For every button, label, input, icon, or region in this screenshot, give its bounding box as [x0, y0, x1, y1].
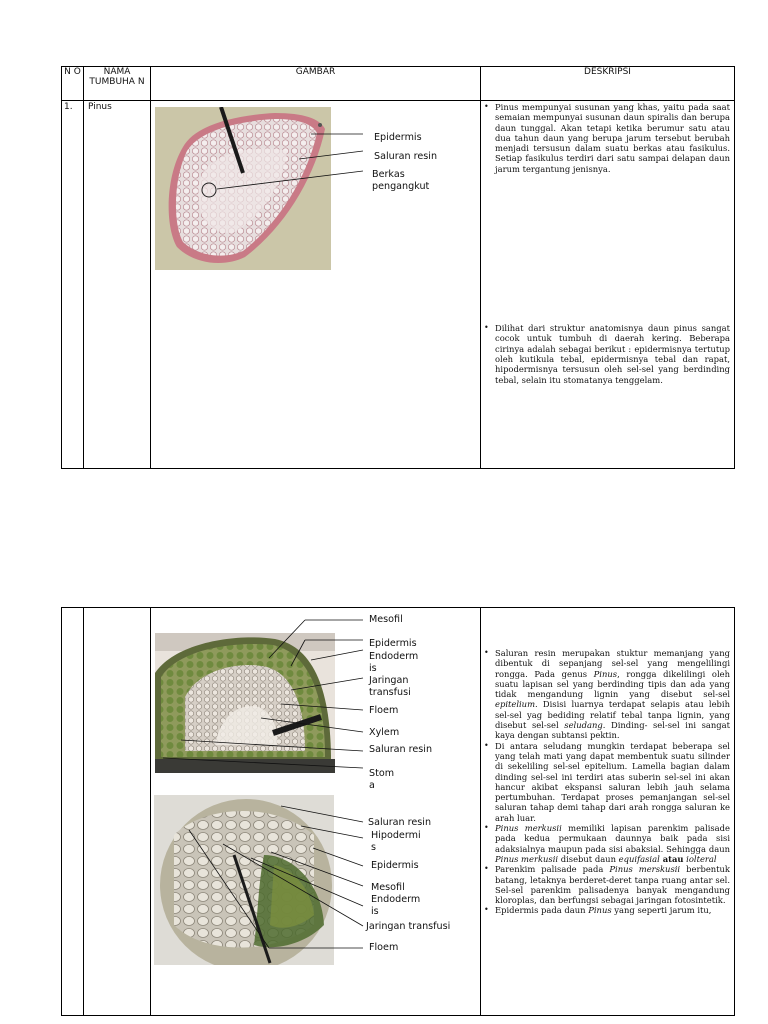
- label-jaringan-transfusi-2: Jaringan transfusi: [366, 921, 451, 932]
- label-xylem: Xylem: [369, 727, 400, 738]
- header-no: N O: [62, 67, 84, 101]
- bullet-glyph: •: [484, 102, 489, 111]
- plant-name: Pinus: [84, 101, 151, 469]
- description-list: [481, 648, 734, 916]
- description-text: memiliki lapisan parenkim palisade pada kedua permukaan daunnya baik pada sisi adaksialnya maupun pada sisi abaksial. Sehingga daun: [495, 823, 730, 854]
- description-text: seludang: [564, 720, 603, 731]
- figure-leaf-details: [151, 608, 481, 1014]
- description-item: [481, 905, 734, 915]
- header-name: NAMA TUMBUHA N: [84, 67, 151, 101]
- description-text: Pinus: [588, 905, 612, 916]
- bullet-glyph: •: [484, 864, 489, 874]
- description-item: • Pinus mempunyai susunan yang khas, yaitu pada saat semaian mempunyai susunan daun spiralis dan berupa daun tunggal. Akan tetapi ketika berumur satu atau dua tahun daun yang berupa jarum tersebut berubah menjadi tersusun dalam suatu berkas atau fasikulus. Setiap fasikulus terdiri dari satu sampai delapan daun jarum tergantung jenisnya.: [484, 102, 730, 174]
- image-cell: [151, 608, 481, 1016]
- header-description: DESKRIPSI: [481, 67, 735, 101]
- description-text: Parenkim palisade pada: [495, 864, 610, 875]
- description-text: equifasial: [618, 853, 660, 864]
- header-image: GAMBAR: [151, 67, 481, 101]
- table-pinus-1: [61, 66, 735, 469]
- label-epidermis-2: Epidermis: [371, 860, 419, 871]
- label-mesofil-2: Mesofil: [371, 882, 405, 893]
- table-header-row: [62, 67, 735, 101]
- table-pinus-2: [61, 607, 735, 1016]
- micrograph-detail-circle: [154, 795, 334, 965]
- image-cell: [151, 101, 481, 469]
- description-item: • Dilihat dari struktur anatomisnya daun pinus sangat cocok untuk tumbuh di daerah kering. Beberapa cirinya adalah sebagai berikut : epidermisnya tertutup oleh kutikula tebal, epidermisnya tebal dan rapat, hipodermisnya tersusun oleh sel-sel yang berdinding tebal, selain itu stomatanya tenggelam.: [484, 323, 730, 385]
- figure-leaf-cross-section: [151, 101, 481, 467]
- description-text: yang seperti jarum itu,: [611, 905, 712, 916]
- description-text: Pinus merkusii: [495, 853, 559, 864]
- description-text: Saluran resin merupakan stuktur memanjang yang dibentuk di sepanjang sel-sel yang mengelilingi rongga. Pada genus: [495, 648, 730, 679]
- description-text: iolteral: [683, 853, 717, 864]
- description-text: Di antara seludang mungkin terdapat beberapa sel yang telah mati yang dapat membentuk suatu silinder di sekeliling sel-sel epitelium. Lamella bagian dalam dinding sel-sel ini terdiri atas suberin sel-sel ini akan hancur akibat ekspansi saluran lebih jauh selama pertumbuhan. Terdapat proses pemanjangan sel-sel saluran tahap demi tahap dari arah rongga saluran ke arah luar.: [495, 740, 730, 823]
- bullet-glyph: •: [484, 905, 489, 915]
- description-text: berbentuk batang, letaknya berderet-deret tanpa ruang antar sel. Sel-sel parenkim palisadenya banyak mengandung kloroplas, dan berfungsi sebagai jaringan fotosintetik.: [495, 864, 731, 906]
- micrograph-pinus-leaf: [155, 107, 331, 270]
- description-item: [481, 864, 734, 905]
- label-endodermis: Endoderm is: [369, 651, 419, 674]
- table-row: [62, 101, 735, 469]
- bullet-glyph: •: [484, 323, 489, 333]
- plant-name: [84, 608, 151, 1016]
- label-epidermis: Epidermis: [369, 638, 417, 649]
- description-item: [481, 741, 734, 823]
- label-endodermis-2: Endoderm is: [371, 894, 421, 917]
- row-number: [62, 608, 84, 1016]
- label-mesofil: Mesofil: [369, 614, 403, 625]
- row-number: 1.: [62, 101, 84, 469]
- description-text: . Disisi luarnya terdapat selapis atau lebih sel-sel yag bediding relatif tebal tanpa lignin, yang disebut sel-sel: [495, 699, 730, 731]
- description-text: . Dinding- sel-sel ini sangat kaya dengan subtansi pektin.: [495, 720, 731, 741]
- label-berkas-pengangkut: Berkas pengangkut: [372, 169, 430, 192]
- micrograph-cross-section: [155, 633, 335, 773]
- description-cell: [481, 101, 735, 469]
- description-text: , rongga dikelilingi oleh suatu lapisan sel yang berdinding tipis dan ada yang tidak mengandung lignin yang disebut sel-sel: [495, 668, 730, 700]
- description-text: Pinus: [593, 668, 618, 679]
- table-row: [62, 608, 735, 1016]
- description-text: atau: [659, 853, 684, 864]
- description-item: [481, 648, 734, 741]
- label-jaringan-transfusi: Jaringan transfusi: [369, 675, 411, 698]
- label-saluran-resin-2: Saluran resin: [368, 817, 432, 828]
- description-text: Pinus merskusii: [609, 864, 681, 875]
- description-text: epitelium: [495, 699, 536, 710]
- description-cell: [481, 608, 735, 1016]
- label-saluran-resin: Saluran resin: [369, 744, 433, 755]
- description-text: disebut daun: [558, 853, 619, 864]
- label-stomata: Stom a: [369, 768, 395, 791]
- label-floem: Floem: [369, 705, 399, 716]
- description-text: Pinus merkusii: [495, 823, 562, 834]
- label-floem-2: Floem: [369, 942, 399, 953]
- description-item: [481, 823, 734, 864]
- label-hipodermis: Hipodermi s: [371, 830, 421, 853]
- bullet-glyph: •: [484, 740, 489, 750]
- label-epidermis: Epidermis: [374, 132, 422, 143]
- label-saluran-resin: Saluran resin: [374, 151, 438, 162]
- bullet-glyph: •: [484, 648, 489, 657]
- description-text: Epidermis pada daun: [495, 905, 589, 916]
- bullet-glyph: •: [484, 823, 489, 833]
